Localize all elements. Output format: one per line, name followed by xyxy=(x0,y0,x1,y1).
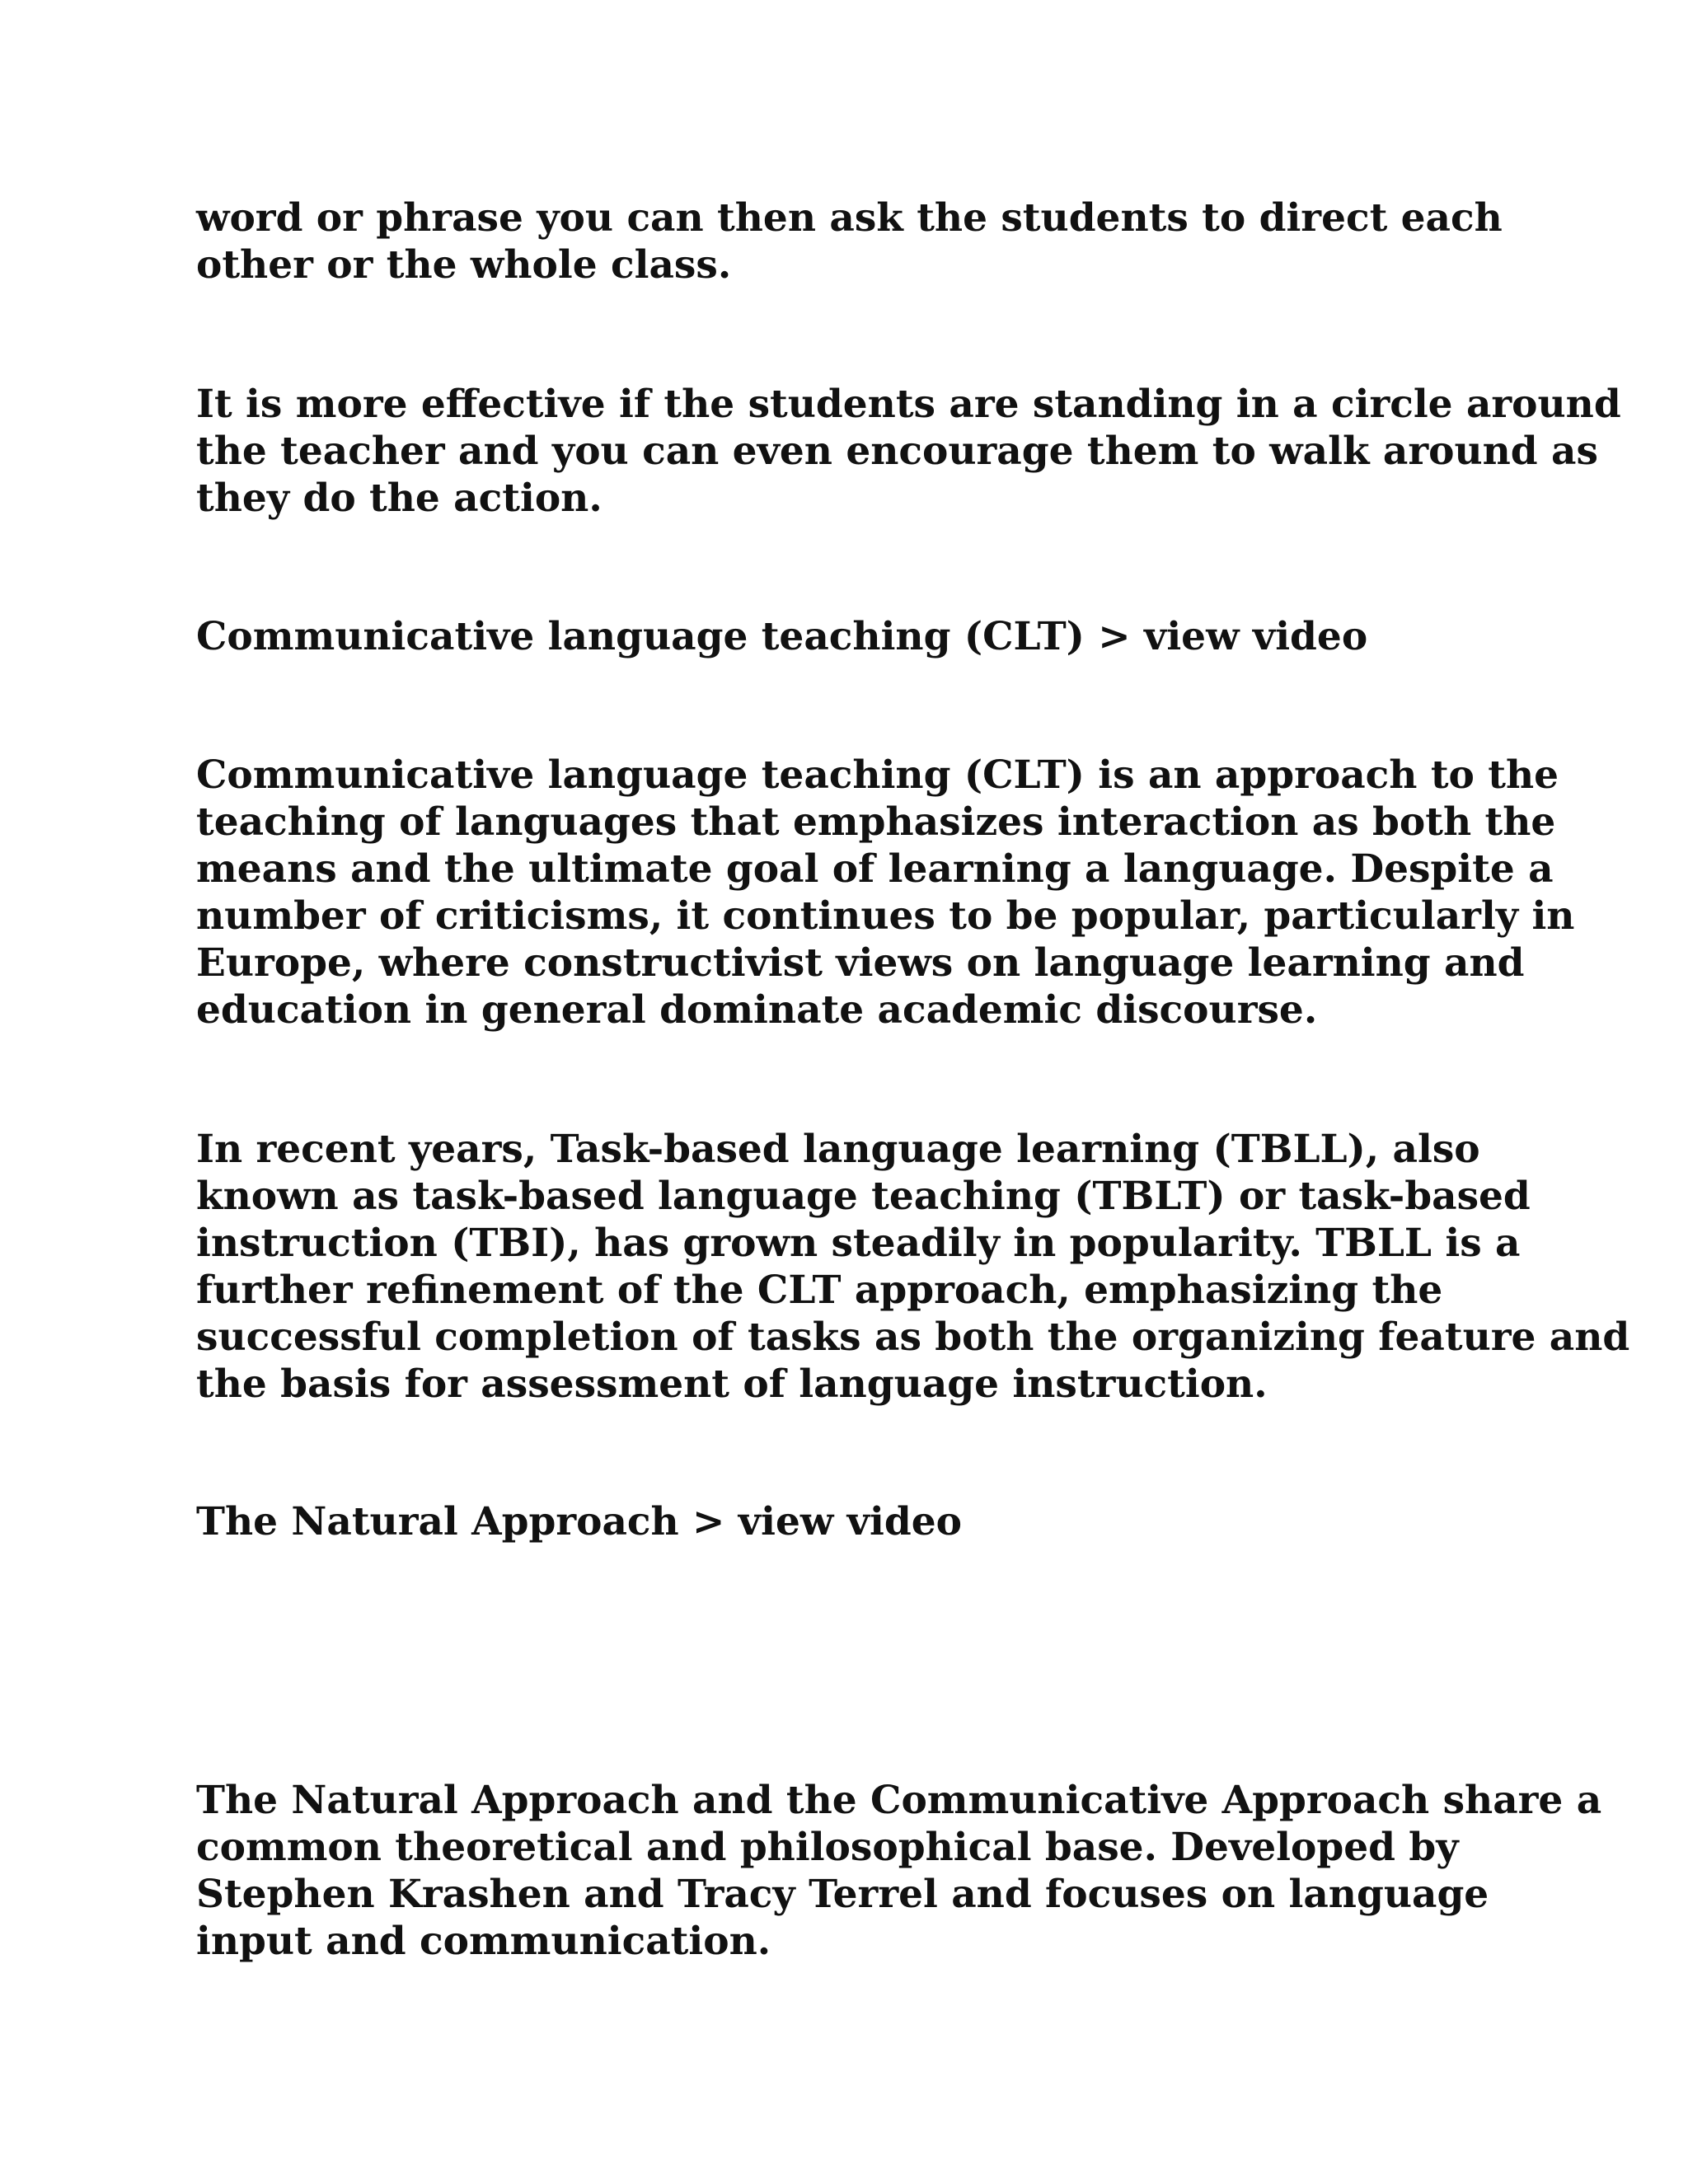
paragraph-clt-description xyxy=(196,752,1575,1033)
text-line: means and the ultimate goal of learning a language. Despite a xyxy=(196,846,1554,892)
text-line: word or phrase you can then ask the students to direct each xyxy=(196,195,1503,241)
text-line: education in general dominate academic discourse. xyxy=(196,987,1318,1033)
text-line: The Natural Approach and the Communicative Approach share a xyxy=(196,1778,1602,1823)
text-line: instruction (TBI), has grown steadily in popularity. TBLL is a xyxy=(196,1221,1521,1266)
text-line: other or the whole class. xyxy=(196,242,732,288)
text-line: teaching of languages that emphasizes interaction as both the xyxy=(196,799,1556,845)
text-line: The Natural Approach > view video xyxy=(196,1499,962,1544)
paragraph-tbll xyxy=(196,1126,1630,1408)
paragraph-direct-class xyxy=(196,194,1515,288)
paragraph-natural-approach xyxy=(196,1777,1602,1965)
text-line: Communicative language teaching (CLT) > view video xyxy=(196,614,1368,659)
heading-natural-approach xyxy=(196,1498,1515,1545)
text-line: Communicative language teaching (CLT) is an approach to the xyxy=(196,752,1559,798)
text-line: the basis for assessment of language instruction. xyxy=(196,1361,1268,1407)
text-line: Stephen Krashen and Tracy Terrel and focuses on language xyxy=(196,1872,1489,1917)
text-line: In recent years, Task-based language learning (TBLL), also xyxy=(196,1127,1480,1172)
paragraph-circle-activity xyxy=(196,381,1621,522)
text-line: input and communication. xyxy=(196,1919,771,1964)
heading-clt xyxy=(196,613,1515,660)
text-line: known as task-based language teaching (TBLT) or task-based xyxy=(196,1174,1531,1219)
text-line: successful completion of tasks as both the organizing feature and xyxy=(196,1315,1630,1360)
text-line: further refinement of the CLT approach, emphasizing the xyxy=(196,1268,1443,1313)
text-line: they do the action. xyxy=(196,476,603,521)
text-line: Europe, where constructivist views on language learning and xyxy=(196,940,1525,986)
text-line: the teacher and you can even encourage them to walk around as xyxy=(196,429,1598,474)
text-line: It is more effective if the students are standing in a circle around xyxy=(196,382,1621,427)
text-line: common theoretical and philosophical base. Developed by xyxy=(196,1825,1459,1870)
text-line: number of criticisms, it continues to be popular, particularly in xyxy=(196,893,1575,939)
